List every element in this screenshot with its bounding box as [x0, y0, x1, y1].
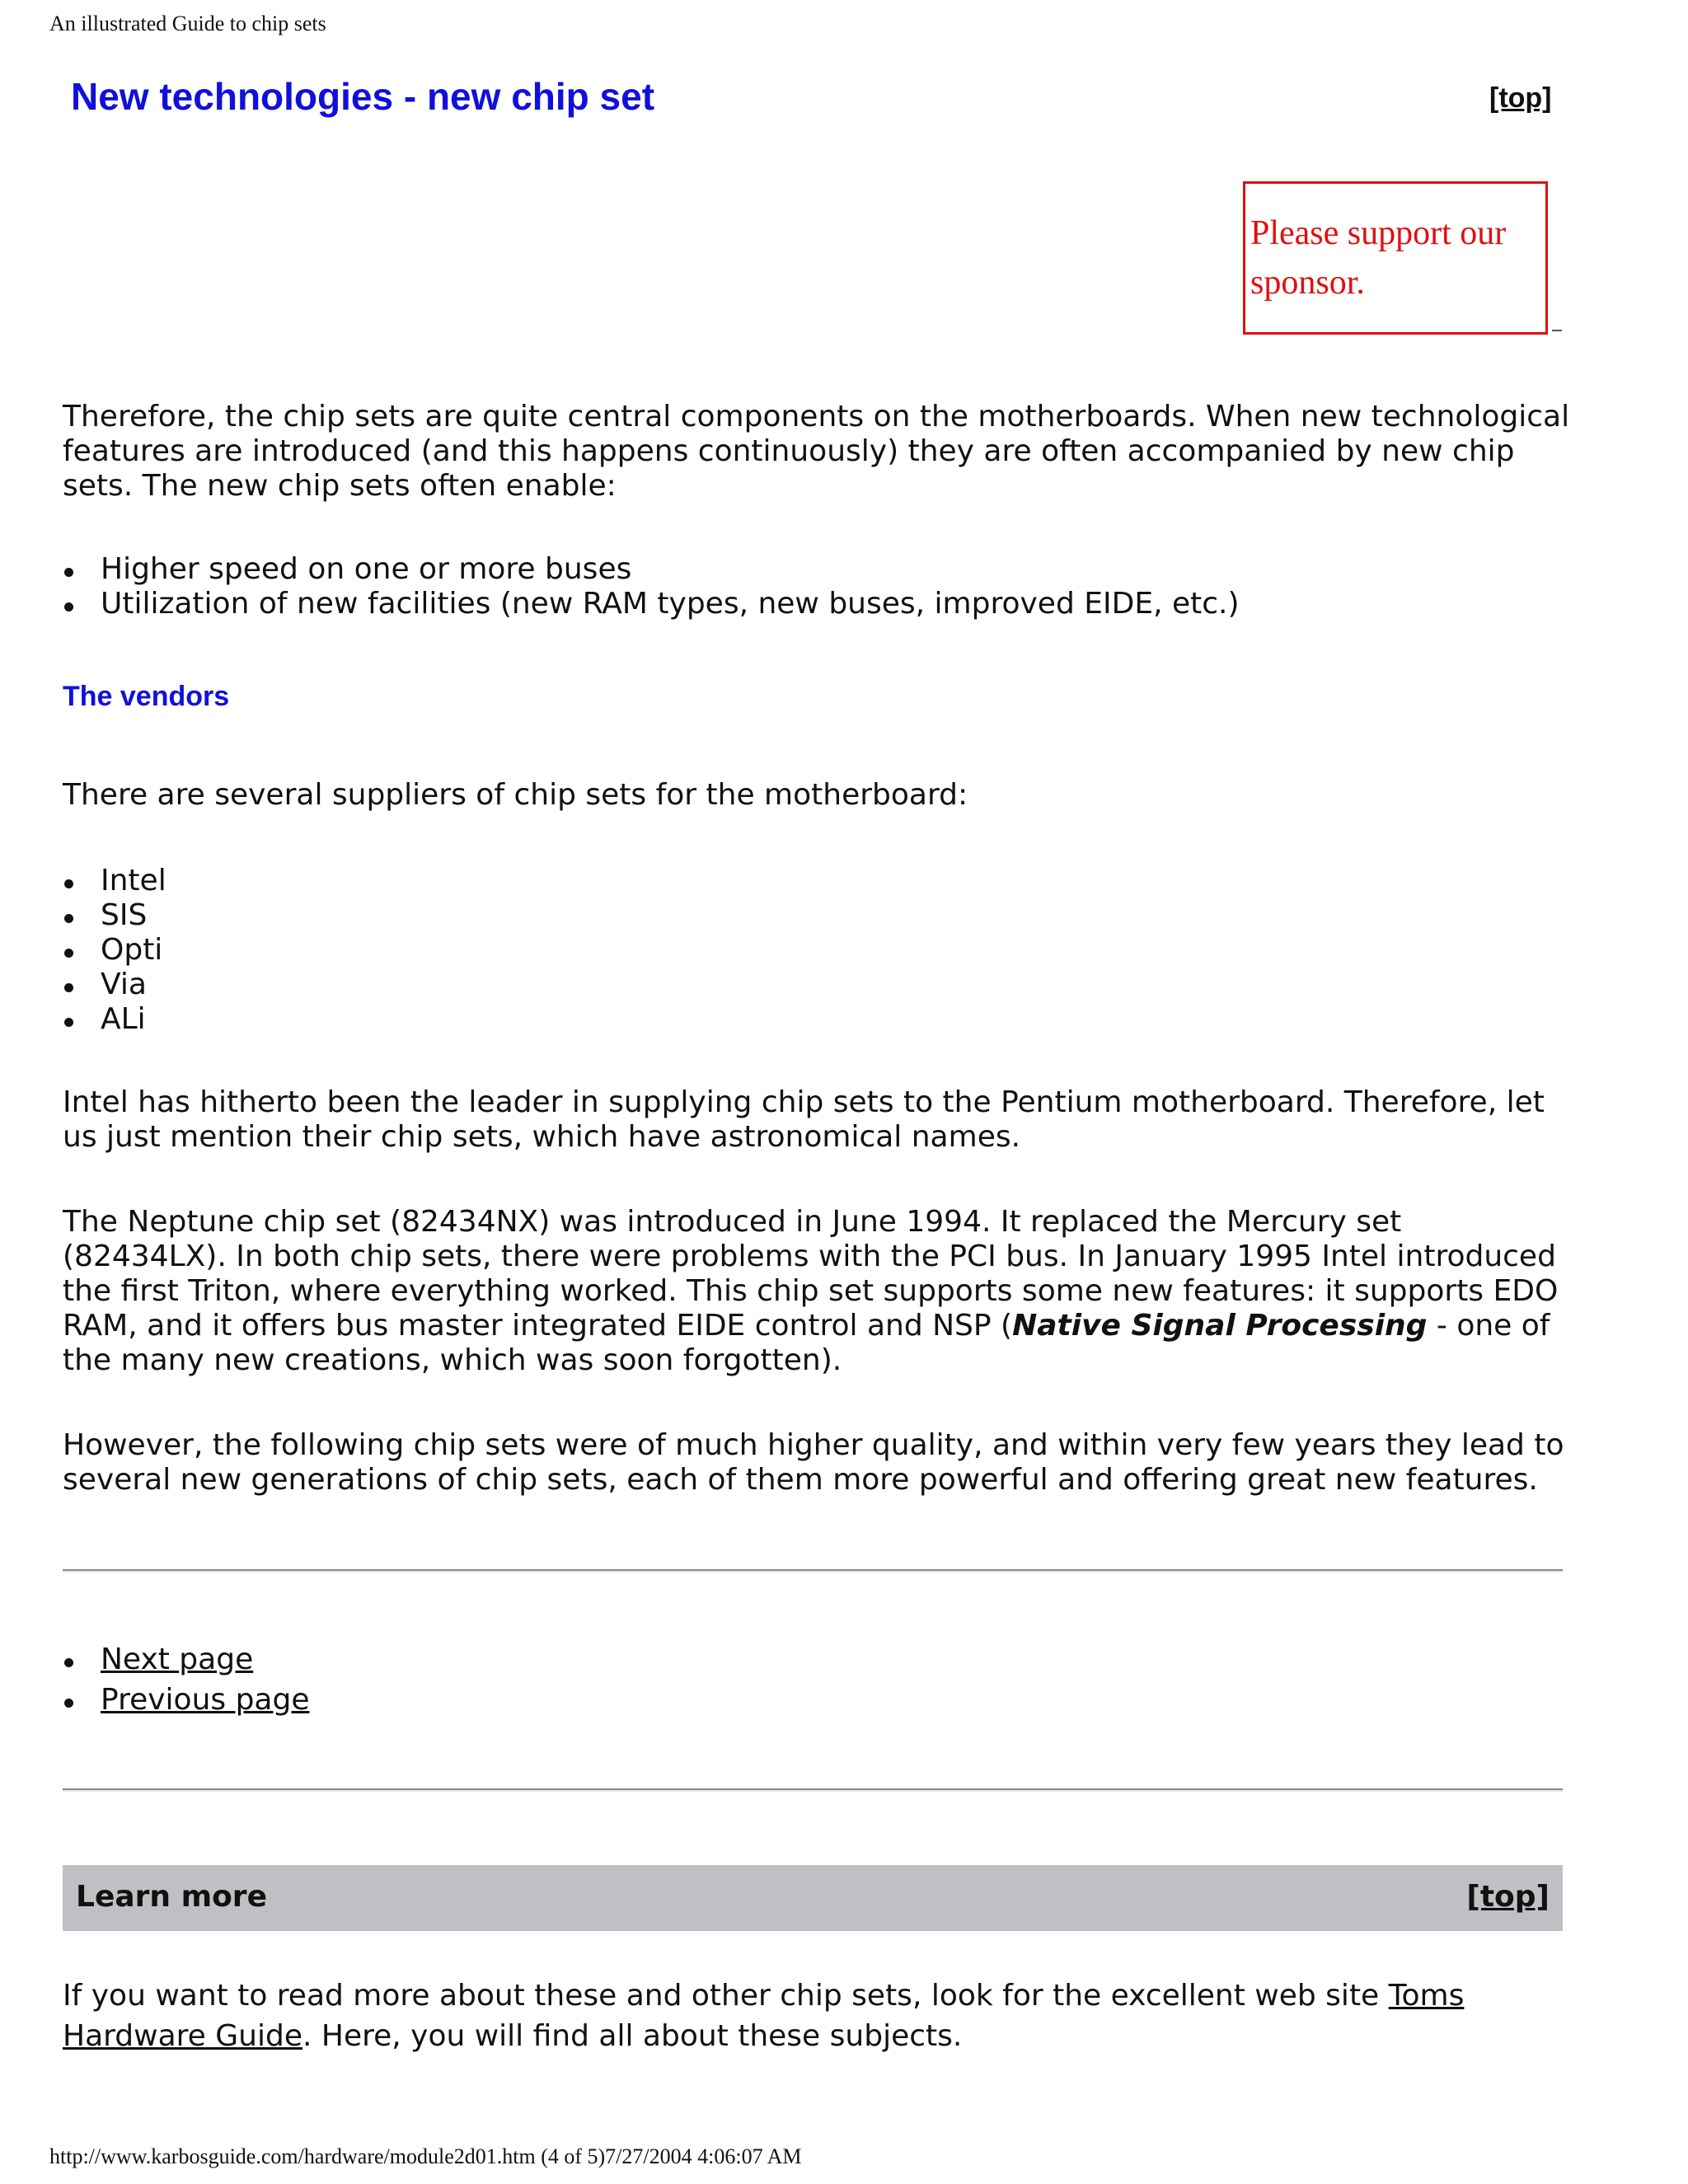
neptune-text-after: - one of the many new creations, which was soon forgotten).: [63, 1309, 1550, 1377]
print-header: An illustrated Guide to chip sets: [49, 12, 326, 35]
intel-paragraph: Intel has hitherto been the leader in supplying chip sets to the Pentium motherboard. Therefore, let us just mention their chip sets, which have astronomical names.: [63, 1085, 1545, 1154]
list-item: Via: [63, 968, 166, 1002]
learn-more-top-link[interactable]: [top]: [1466, 1880, 1550, 1914]
page-navigation: [63, 1639, 310, 1720]
sponsor-corner-mark: [1552, 330, 1562, 331]
learn-more-bar: [63, 1865, 1563, 1931]
list-item: Higher speed on one or more buses: [63, 552, 1240, 587]
neptune-text-before: The Neptune chip set (82434NX) was introduced in June 1994. It replaced the Mercury set (82434LX). In both chip sets, there were problems with the PCI bus. In January 1995 Intel introduced the first Triton, where everything worked. This chip set supports some new features: it supports EDO RAM, and it offers bus master integrated EIDE control and NSP (: [63, 1205, 1559, 1343]
sponsor-text-line-2: sponsor.: [1250, 264, 1365, 302]
next-page-link[interactable]: Next page: [101, 1643, 254, 1676]
nav-item-previous: [63, 1680, 310, 1720]
intro-paragraph: Therefore, the chip sets are quite central components on the motherboards. When new technological features are introduced (and this happens continuously) they are often accompanied by new chip sets. The new chip sets often enable:: [63, 400, 1570, 503]
divider: [63, 1569, 1563, 1572]
learn-more-title: Learn more: [76, 1880, 267, 1914]
page-title: New technologies - new chip set: [71, 75, 655, 118]
nav-item-next: [63, 1639, 310, 1680]
learn-more-text-before: If you want to read more about these and other chip sets, look for the excellent web site: [63, 1979, 1389, 2013]
list-item: Utilization of new facilities (new RAM types, new buses, improved EIDE, etc.): [63, 587, 1240, 621]
divider: [63, 1788, 1563, 1792]
learn-more-paragraph: [63, 1975, 1571, 2056]
sponsor-box[interactable]: [1243, 181, 1548, 335]
vendors-intro: There are several suppliers of chip sets for the motherboard:: [63, 778, 968, 812]
print-footer: http://www.karbosguide.com/hardware/module2d01.htm (4 of 5)7/27/2004 4:06:07 AM: [49, 2144, 802, 2168]
top-link[interactable]: [top]: [1489, 82, 1552, 114]
vendor-list: [63, 864, 166, 1037]
learn-more-text-after: . Here, you will find all about these subjects.: [302, 2019, 963, 2053]
neptune-emphasis: Native Signal Processing: [1012, 1309, 1428, 1343]
enable-list: [63, 552, 1240, 621]
list-item: ALi: [63, 1002, 166, 1037]
sponsor-text-line-1: Please support our: [1250, 214, 1507, 252]
neptune-paragraph: [63, 1205, 1571, 1378]
vendors-heading: The vendors: [63, 681, 230, 712]
previous-page-link[interactable]: Previous page: [101, 1683, 310, 1717]
list-item: Opti: [63, 933, 166, 968]
list-item: SIS: [63, 898, 166, 933]
however-paragraph: However, the following chip sets were of much higher quality, and within very few years they lead to several new generations of chip sets, each of them more powerful and offering great new features.: [63, 1428, 1564, 1497]
list-item: Intel: [63, 864, 166, 898]
toms-hardware-link[interactable]: Toms Hardware Guide: [63, 1979, 1465, 2053]
